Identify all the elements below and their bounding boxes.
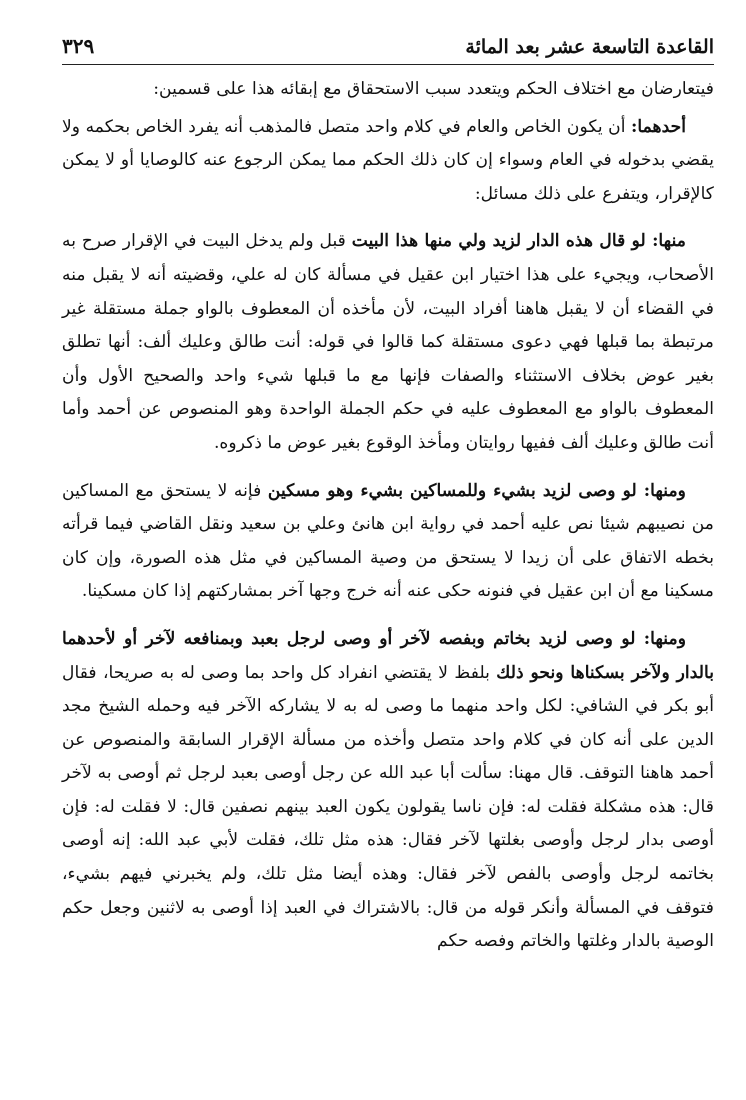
paragraph-lead: أحدهما:: [630, 116, 686, 137]
header-title: القاعدة التاسعة عشر بعد المائة: [465, 36, 714, 58]
book-page: [62, 28, 714, 1078]
paragraph-text: فإنه لا يستحق مع المساكين من نصيبهم شيئا نص عليه أحمد في رواية ابن هانئ وعلي بن سعيد ونقل القاضي فيما قرأته بخطه الاتفاق على أن زيدا لا يستحق من وصية المساكين في مثل هذه الصورة، وإن كان مسكينا مع أن ابن عقيل في فنونه حكى عنه أنه خرج وجها آخر بمشاركتهم إذا كان مسكينا.: [62, 480, 714, 602]
paragraph-first-type: [62, 111, 714, 212]
page-number: ٣٢٩: [62, 34, 95, 58]
paragraph-lead: ومنها: لو وصى لزيد بخاتم وبفصه لآخر أو وصى لرجل بعبد وبمنافعه لآخر أو لأحدهما بالدار ولآخر بسكناها ونحو ذلك: [62, 628, 714, 683]
header-rule: [62, 64, 714, 65]
paragraph-text: بلفظ لا يقتضي انفراد كل واحد بما وصى له به صريحا، فقال أبو بكر في الشافي: لكل واحد منهما ما وصى له به لا يشاركه الآخر فيه وحمله الشيخ مجد الدين على أنه كان في كلام واحد متصل وأخذه من مسألة الإقرار السابقة والمنصوص عن أحمد هاهنا التوقف. قال مهنا: سألت أبا عبد الله عن رجل أوصى بعبد لرجل ثم أوصى به لآخر قال: هذه مشكلة فقلت له: فإن ناسا يقولون يكون العبد بينهم نصفين قال: لا فقلت له: فإن أوصى بدار لرجل وأوصى بغلتها لآخر فقال: هذه مثل تلك، فقلت لأبي عبد الله: إنه أوصى بخاتمه لرجل وأوصى بالفص لآخر فقال: وهذه أيضا مثل تلك، ولم يخبرني فيهم بشيء، فتوقف في المسألة وأنكر قوله من قال: بالاشتراك في العبد إذا أوصى به لاثنين وجعل حكم الوصية بالدار وغلتها والخاتم وفصه حكم: [62, 662, 714, 952]
paragraph-issue-poor: [62, 475, 714, 609]
paragraph-issue-house: [62, 225, 714, 460]
paragraph-intro: [62, 73, 714, 107]
paragraph-text: قبل ولم يدخل البيت في الإقرار صرح به الأصحاب، ويجيء على هذا اختيار ابن عقيل في مسألة كان له علي، وقضيته أنه لا يقبل منه في القضاء أن لا يقبل هاهنا أفراد البيت، لأن مأخذه أن المعطوف بالواو جملة مستقلة غير مرتبطة بما قبلها فهي دعوى مستقلة كما قالوا في قوله: أنت طالق وعليك ألف: أنها تطلق بغير عوض بخلاف الاستثناء والصفات فإنها مع ما قبلها شيء واحد والصحيح الأول وأن المعطوف بالواو مع المعطوف عليه في حكم الجملة الواحدة وهو المنصوص عن أحمد وأما أنت طالق وعليك ألف ففيها روايتان ومأخذ الوقوع بغير عوض ما ذكروه.: [62, 231, 714, 453]
running-header: [62, 28, 714, 58]
paragraph-issue-ring: [62, 623, 714, 959]
paragraph-text: فيتعارضان مع اختلاف الحكم ويتعدد سبب الاستحقاق مع إبقائه هذا على قسمين:: [153, 79, 714, 99]
paragraph-lead: منها: لو قال هذه الدار لزيد ولي منها هذا البيت: [351, 231, 686, 252]
paragraph-text: أن يكون الخاص والعام في كلام واحد متصل فالمذهب أنه يفرد الخاص بحكمه ولا يقضي بدخوله في العام وسواء إن كان ذلك الحكم مما يمكن الرجوع عنه كالوصايا أو لا يمكن كالإقرار، ويتفرع على ذلك مسائل:: [62, 116, 714, 204]
paragraph-lead: ومنها: لو وصى لزيد بشيء وللمساكين بشيء وهو مسكين: [267, 480, 686, 501]
